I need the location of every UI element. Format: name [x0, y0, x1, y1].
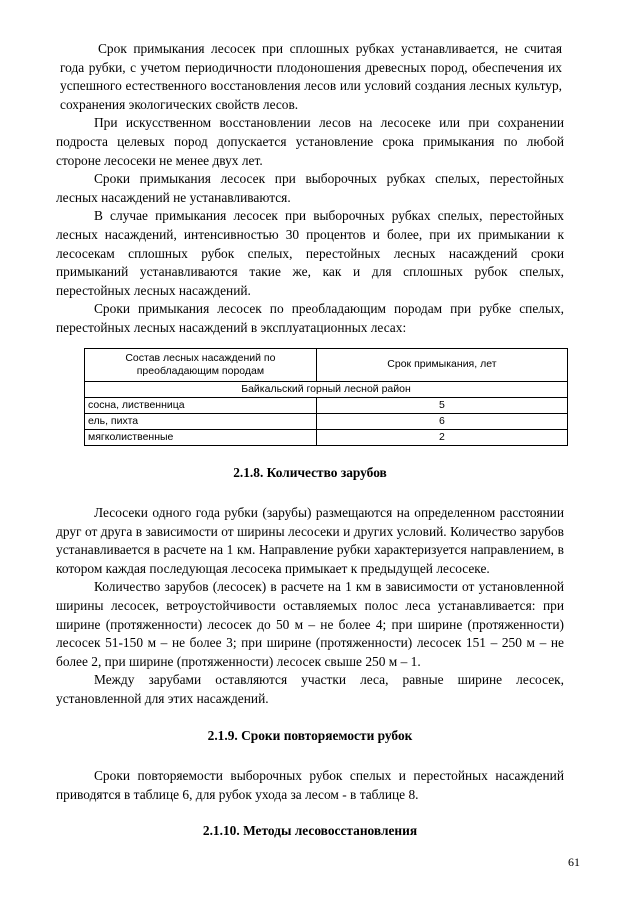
- paragraph-artificial-restoration: При искусственном восстановлении лесов на лесосеке или при сохранении подроста целевых пород допускается установление срока примыкания по любой стороне лесосеки не менее двух лет.: [56, 115, 564, 168]
- table-header-row: [85, 348, 568, 381]
- adjacency-table: [84, 348, 568, 446]
- paragraph-cuts-strips: Между зарубами оставляются участки леса, равные ширине лесосек, установленной для этих насаждений.: [56, 672, 564, 707]
- paragraph-cuts-placement: Лесосеки одного года рубки (зарубы) размещаются на определенном расстоянии друг от друга в зависимости от ширины лесосеки и других условий. Количество зарубов устанавливается в расчете на 1 км. Направление рубки характеризуется направлением, в котором каждая последующая лесосека примыкает к предыдущей лесосеке.: [56, 505, 564, 576]
- table-region-cell: Байкальский горный лесной район: [85, 381, 568, 397]
- paragraph-repeat-terms: Сроки повторяемости выборочных рубок спелых и перестойных насаждений приводятся в таблице 6, для рубок ухода за лесом - в таблице 8.: [56, 768, 564, 802]
- table-cell-years: 6: [316, 413, 567, 429]
- section-heading-2-1-10: 2.1.10. Методы лесовосстановления: [202, 823, 418, 839]
- paragraph-cuts-count: Количество зарубов (лесосек) в расчете на 1 км в зависимости от установленной ширины лесосек, ветроустойчивости оставляемых полос леса устанавливается: при ширине (протяженности) лесосек до 50 м – не более 4; при ширине (протяженности) лесосек 51-150 м – не более 3; при ширине (протяженности) лесосек 151 – 250 м – не более 2, при ширине (протяженности) лесосек свыше 250 м – 1.: [56, 579, 564, 669]
- paragraph-selective-no-adjacency: Сроки примыкания лесосек при выборочных рубках спелых, перестойных лесных насаждений не устанавливаются.: [56, 171, 564, 205]
- paragraph-selective-intensity: В случае примыкания лесосек при выборочных рубках спелых, перестойных лесных насаждений, интенсивностью 30 процентов и более, при их примыкании к лесосекам сплошных рубок спелых, перестойных лесных насаждений сроки примыканий устанавливаются такие же, как и для сплошных рубок спелых, перестойных лесных насаждений.: [56, 208, 564, 298]
- intro-block: [56, 40, 564, 114]
- paragraph-table-intro: Сроки примыкания лесосек по преобладающим породам при рубке спелых, перестойных лесных насаждений в эксплуатационных лесах:: [56, 301, 564, 335]
- page-content: [56, 40, 564, 841]
- table-cell-species: ель, пихта: [85, 413, 317, 429]
- table-row: [85, 429, 568, 445]
- page-number: 61: [568, 855, 580, 869]
- table-cell-years: 5: [316, 397, 567, 413]
- table-cell-species: мягколиственные: [85, 429, 317, 445]
- table-cell-species: сосна, лиственница: [85, 397, 317, 413]
- table-region-row: [85, 381, 568, 397]
- table-row: [85, 397, 568, 413]
- table-cell-years: 2: [316, 429, 567, 445]
- table-row: [85, 413, 568, 429]
- table-header-species: Состав лесных насаждений по преобладающим породам: [85, 348, 317, 381]
- paragraph-clearcut-adjacency: Срок примыкания лесосек при сплошных рубках устанавливается, не считая года рубки, с учетом периодичности плодоношения древесных пород, обеспечения их успешного естественного восстановления лесов или условий создания лесных культур, сохранения экологических свойств лесов.: [60, 41, 562, 112]
- section-heading-2-1-8: 2.1.8. Количество зарубов: [233, 464, 387, 480]
- section-heading-2-1-9: 2.1.9. Сроки повторяемости рубок: [207, 727, 413, 743]
- table-header-years: Срок примыкания, лет: [316, 348, 567, 381]
